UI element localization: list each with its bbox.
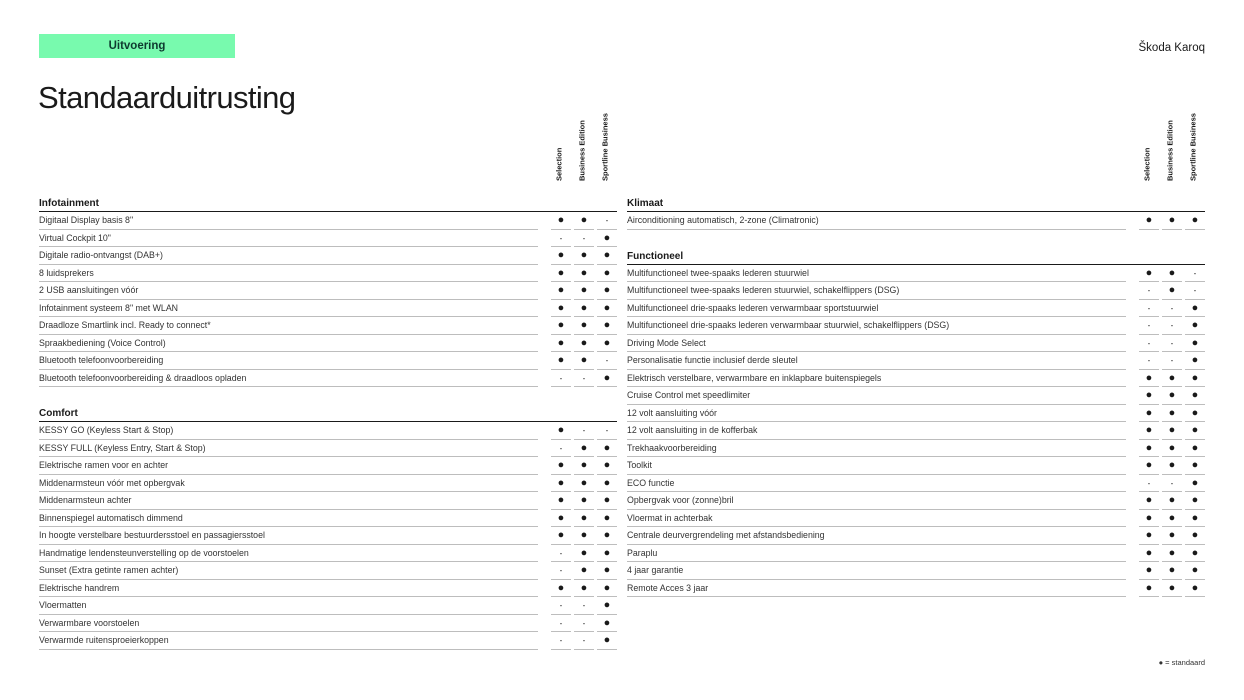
- availability-cell: ●: [1162, 387, 1182, 405]
- feature-row: [627, 387, 1205, 405]
- group-title: Comfort: [39, 404, 617, 422]
- feature-label: Verwarmde ruitensproeierkoppen: [39, 632, 538, 650]
- feature-row: [39, 580, 617, 598]
- feature-row: [39, 562, 617, 580]
- availability-cell: ●: [597, 475, 617, 493]
- availability-cell: -: [1139, 300, 1159, 318]
- feature-row: [627, 457, 1205, 475]
- availability-cell: ●: [1139, 440, 1159, 458]
- availability-cell: ●: [574, 527, 594, 545]
- availability-cell: ●: [1162, 492, 1182, 510]
- feature-row: [39, 335, 617, 353]
- availability-cell: -: [574, 422, 594, 440]
- feature-label: KESSY GO (Keyless Start & Stop): [39, 422, 538, 440]
- availability-cell: ●: [551, 352, 571, 370]
- feature-row: [627, 405, 1205, 423]
- feature-row: [39, 615, 617, 633]
- feature-row: [627, 475, 1205, 493]
- availability-cell: ●: [551, 527, 571, 545]
- availability-cell: -: [551, 370, 571, 388]
- availability-cell: -: [1162, 317, 1182, 335]
- availability-cell: ●: [1139, 545, 1159, 563]
- availability-cell: ●: [597, 247, 617, 265]
- availability-cell: -: [1162, 352, 1182, 370]
- availability-cell: -: [551, 230, 571, 248]
- availability-cell: ●: [551, 335, 571, 353]
- availability-cell: ●: [1139, 422, 1159, 440]
- feature-row: [39, 632, 617, 650]
- feature-row: [627, 370, 1205, 388]
- availability-cell: ●: [1162, 527, 1182, 545]
- availability-cell: ●: [551, 282, 571, 300]
- feature-label: Vloermat in achterbak: [627, 510, 1126, 528]
- availability-cell: -: [1139, 352, 1159, 370]
- column-headers: [627, 113, 1205, 194]
- availability-cell: ●: [597, 632, 617, 650]
- availability-cell: ●: [597, 597, 617, 615]
- availability-cell: ●: [551, 300, 571, 318]
- availability-cell: -: [574, 615, 594, 633]
- feature-row: [627, 352, 1205, 370]
- availability-cell: ●: [1185, 492, 1205, 510]
- availability-cell: ●: [1162, 212, 1182, 230]
- availability-cell: ●: [1185, 510, 1205, 528]
- feature-label: Multifunctioneel twee-spaaks lederen stuurwiel, schakelflippers (DSG): [627, 282, 1126, 300]
- column-header-selection: Selection: [1142, 147, 1152, 181]
- availability-cell: ●: [574, 282, 594, 300]
- availability-cell: ●: [597, 615, 617, 633]
- availability-cell: ●: [597, 317, 617, 335]
- availability-cell: ●: [597, 562, 617, 580]
- availability-cell: ●: [1139, 527, 1159, 545]
- feature-row: [39, 300, 617, 318]
- feature-row: [627, 422, 1205, 440]
- availability-cell: ●: [1185, 387, 1205, 405]
- availability-cell: -: [1139, 317, 1159, 335]
- availability-cell: -: [574, 632, 594, 650]
- group-title: Functioneel: [627, 247, 1205, 265]
- availability-cell: ●: [1185, 457, 1205, 475]
- feature-label: Spraakbediening (Voice Control): [39, 335, 538, 353]
- availability-cell: ●: [597, 510, 617, 528]
- availability-cell: -: [574, 370, 594, 388]
- feature-groups: [39, 194, 617, 650]
- feature-row: [627, 212, 1205, 230]
- feature-label: Infotainment systeem 8" met WLAN: [39, 300, 538, 318]
- availability-cell: ●: [597, 300, 617, 318]
- availability-cell: -: [551, 562, 571, 580]
- feature-row: [39, 510, 617, 528]
- feature-label: Elektrische handrem: [39, 580, 538, 598]
- column-header-business-edition: Business Edition: [577, 120, 587, 181]
- feature-label: Middenarmsteun vóór met opbergvak: [39, 475, 538, 493]
- availability-cell: -: [597, 212, 617, 230]
- feature-row: [39, 440, 617, 458]
- feature-label: Centrale deurvergrendeling met afstandsbediening: [627, 527, 1126, 545]
- feature-label: Elektrische ramen voor en achter: [39, 457, 538, 475]
- availability-cell: ●: [1162, 580, 1182, 598]
- page-title: Standaarduitrusting: [38, 80, 296, 115]
- feature-label: Verwarmbare voorstoelen: [39, 615, 538, 633]
- availability-cell: ●: [1162, 562, 1182, 580]
- availability-cell: ●: [574, 335, 594, 353]
- availability-cell: ●: [574, 300, 594, 318]
- availability-cell: -: [1139, 282, 1159, 300]
- feature-label: Handmatige lendensteunverstelling op de voorstoelen: [39, 545, 538, 563]
- availability-cell: ●: [597, 580, 617, 598]
- availability-cell: ●: [597, 230, 617, 248]
- availability-cell: ●: [574, 475, 594, 493]
- availability-cell: ●: [1139, 405, 1159, 423]
- availability-cell: ●: [1139, 510, 1159, 528]
- availability-cell: ●: [1185, 317, 1205, 335]
- availability-cell: ●: [574, 492, 594, 510]
- availability-cell: ●: [551, 492, 571, 510]
- availability-cell: ●: [551, 247, 571, 265]
- availability-cell: ●: [1139, 387, 1159, 405]
- availability-cell: ●: [574, 440, 594, 458]
- feature-label: Trekhaakvoorbereiding: [627, 440, 1126, 458]
- availability-cell: ●: [1139, 370, 1159, 388]
- availability-cell: -: [1162, 335, 1182, 353]
- availability-cell: -: [1185, 282, 1205, 300]
- availability-cell: ●: [1139, 562, 1159, 580]
- feature-label: Virtual Cockpit 10": [39, 230, 538, 248]
- availability-cell: ●: [574, 317, 594, 335]
- feature-row: [39, 597, 617, 615]
- availability-cell: ●: [574, 457, 594, 475]
- feature-row: [39, 545, 617, 563]
- availability-cell: ●: [1162, 405, 1182, 423]
- feature-label: 2 USB aansluitingen vóór: [39, 282, 538, 300]
- availability-cell: ●: [1139, 212, 1159, 230]
- availability-cell: ●: [1185, 335, 1205, 353]
- availability-cell: ●: [574, 352, 594, 370]
- availability-cell: ●: [551, 212, 571, 230]
- availability-cell: -: [1162, 300, 1182, 318]
- availability-cell: -: [1185, 265, 1205, 283]
- availability-cell: ●: [574, 545, 594, 563]
- column-header-selection: Selection: [554, 147, 564, 181]
- availability-cell: ●: [574, 265, 594, 283]
- availability-cell: ●: [574, 580, 594, 598]
- availability-cell: ●: [597, 440, 617, 458]
- left-column: [39, 113, 617, 650]
- group-title: Klimaat: [627, 194, 1205, 212]
- feature-label: Paraplu: [627, 545, 1126, 563]
- feature-label: 4 jaar garantie: [627, 562, 1126, 580]
- feature-row: [39, 317, 617, 335]
- feature-row: [39, 282, 617, 300]
- availability-cell: ●: [597, 492, 617, 510]
- feature-row: [39, 475, 617, 493]
- availability-cell: ●: [1162, 370, 1182, 388]
- feature-row: [627, 317, 1205, 335]
- feature-label: Remote Acces 3 jaar: [627, 580, 1126, 598]
- feature-label: Multifunctioneel drie-spaaks lederen verwarmbaar sportstuurwiel: [627, 300, 1126, 318]
- feature-row: [39, 492, 617, 510]
- feature-row: [39, 212, 617, 230]
- availability-cell: ●: [597, 282, 617, 300]
- availability-cell: ●: [1185, 370, 1205, 388]
- legend: ● = standaard: [1158, 658, 1205, 667]
- availability-cell: ●: [574, 212, 594, 230]
- availability-cell: ●: [1139, 492, 1159, 510]
- feature-row: [39, 422, 617, 440]
- availability-cell: ●: [1185, 352, 1205, 370]
- availability-cell: ●: [1185, 212, 1205, 230]
- feature-row: [627, 510, 1205, 528]
- feature-label: Elektrisch verstelbare, verwarmbare en inklapbare buitenspiegels: [627, 370, 1126, 388]
- feature-row: [39, 352, 617, 370]
- right-column: [627, 113, 1205, 597]
- feature-row: [39, 527, 617, 545]
- feature-label: Multifunctioneel twee-spaaks lederen stuurwiel: [627, 265, 1126, 283]
- feature-row: [627, 580, 1205, 598]
- feature-row: [627, 562, 1205, 580]
- feature-label: ECO functie: [627, 475, 1126, 493]
- availability-cell: -: [551, 545, 571, 563]
- feature-row: [627, 545, 1205, 563]
- feature-row: [39, 457, 617, 475]
- section-tab: Uitvoering: [39, 34, 235, 58]
- feature-row: [627, 282, 1205, 300]
- availability-cell: ●: [574, 247, 594, 265]
- availability-cell: -: [597, 422, 617, 440]
- feature-label: Digitale radio-ontvangst (DAB+): [39, 247, 538, 265]
- availability-cell: ●: [1162, 282, 1182, 300]
- feature-label: Multifunctioneel drie-spaaks lederen verwarmbaar stuurwiel, schakelflippers (DSG): [627, 317, 1126, 335]
- feature-label: 8 luidsprekers: [39, 265, 538, 283]
- availability-cell: -: [551, 440, 571, 458]
- availability-cell: ●: [551, 422, 571, 440]
- availability-cell: ●: [597, 370, 617, 388]
- availability-cell: ●: [551, 475, 571, 493]
- feature-row: [39, 230, 617, 248]
- feature-row: [627, 492, 1205, 510]
- feature-row: [627, 335, 1205, 353]
- availability-cell: ●: [1185, 405, 1205, 423]
- availability-cell: ●: [1185, 300, 1205, 318]
- feature-label: Personalisatie functie inclusief derde sleutel: [627, 352, 1126, 370]
- feature-row: [39, 247, 617, 265]
- feature-row: [39, 370, 617, 388]
- availability-cell: -: [574, 230, 594, 248]
- feature-label: 12 volt aansluiting in de kofferbak: [627, 422, 1126, 440]
- availability-cell: ●: [574, 562, 594, 580]
- availability-cell: -: [1139, 335, 1159, 353]
- feature-row: [627, 300, 1205, 318]
- availability-cell: ●: [1185, 440, 1205, 458]
- feature-label: KESSY FULL (Keyless Entry, Start & Stop): [39, 440, 538, 458]
- feature-label: Cruise Control met speedlimiter: [627, 387, 1126, 405]
- group-title: Infotainment: [39, 194, 617, 212]
- availability-cell: -: [551, 615, 571, 633]
- feature-label: Bluetooth telefoonvoorbereiding: [39, 352, 538, 370]
- feature-label: Airconditioning automatisch, 2-zone (Climatronic): [627, 212, 1126, 230]
- availability-cell: ●: [1139, 265, 1159, 283]
- feature-label: Middenarmsteun achter: [39, 492, 538, 510]
- feature-label: Vloermatten: [39, 597, 538, 615]
- availability-cell: ●: [597, 545, 617, 563]
- availability-cell: ●: [551, 457, 571, 475]
- availability-cell: ●: [1162, 457, 1182, 475]
- feature-row: [627, 527, 1205, 545]
- brand-name: Škoda Karoq: [1138, 42, 1205, 54]
- availability-cell: ●: [551, 317, 571, 335]
- availability-cell: ●: [1139, 457, 1159, 475]
- feature-label: Bluetooth telefoonvoorbereiding & draadloos opladen: [39, 370, 538, 388]
- feature-groups: [627, 194, 1205, 597]
- availability-cell: ●: [597, 335, 617, 353]
- availability-cell: -: [551, 632, 571, 650]
- availability-cell: -: [1162, 475, 1182, 493]
- feature-label: Draadloze Smartlink incl. Ready to connect*: [39, 317, 538, 335]
- feature-label: Toolkit: [627, 457, 1126, 475]
- availability-cell: ●: [1185, 545, 1205, 563]
- availability-cell: ●: [1185, 527, 1205, 545]
- feature-row: [627, 440, 1205, 458]
- feature-label: Driving Mode Select: [627, 335, 1126, 353]
- availability-cell: ●: [1162, 422, 1182, 440]
- availability-cell: ●: [1162, 545, 1182, 563]
- column-header-sportline-business: Sportline Business: [600, 113, 610, 181]
- availability-cell: ●: [551, 510, 571, 528]
- availability-cell: -: [1139, 475, 1159, 493]
- column-header-business-edition: Business Edition: [1165, 120, 1175, 181]
- availability-cell: ●: [574, 510, 594, 528]
- column-headers: [39, 113, 617, 194]
- feature-label: 12 volt aansluiting vóór: [627, 405, 1126, 423]
- feature-label: In hoogte verstelbare bestuurdersstoel en passagiersstoel: [39, 527, 538, 545]
- availability-cell: -: [551, 597, 571, 615]
- availability-cell: ●: [1185, 580, 1205, 598]
- availability-cell: -: [597, 352, 617, 370]
- availability-cell: ●: [597, 265, 617, 283]
- availability-cell: ●: [1185, 475, 1205, 493]
- availability-cell: ●: [1162, 440, 1182, 458]
- availability-cell: ●: [1139, 580, 1159, 598]
- availability-cell: ●: [1162, 265, 1182, 283]
- availability-cell: ●: [1162, 510, 1182, 528]
- feature-label: Digitaal Display basis 8": [39, 212, 538, 230]
- availability-cell: ●: [1185, 422, 1205, 440]
- availability-cell: ●: [551, 265, 571, 283]
- availability-cell: ●: [1185, 562, 1205, 580]
- feature-label: Sunset (Extra getinte ramen achter): [39, 562, 538, 580]
- feature-row: [39, 265, 617, 283]
- feature-label: Opbergvak voor (zonne)bril: [627, 492, 1126, 510]
- feature-label: Binnenspiegel automatisch dimmend: [39, 510, 538, 528]
- column-header-sportline-business: Sportline Business: [1188, 113, 1198, 181]
- feature-row: [627, 265, 1205, 283]
- availability-cell: -: [574, 597, 594, 615]
- availability-cell: ●: [597, 457, 617, 475]
- availability-cell: ●: [551, 580, 571, 598]
- availability-cell: ●: [597, 527, 617, 545]
